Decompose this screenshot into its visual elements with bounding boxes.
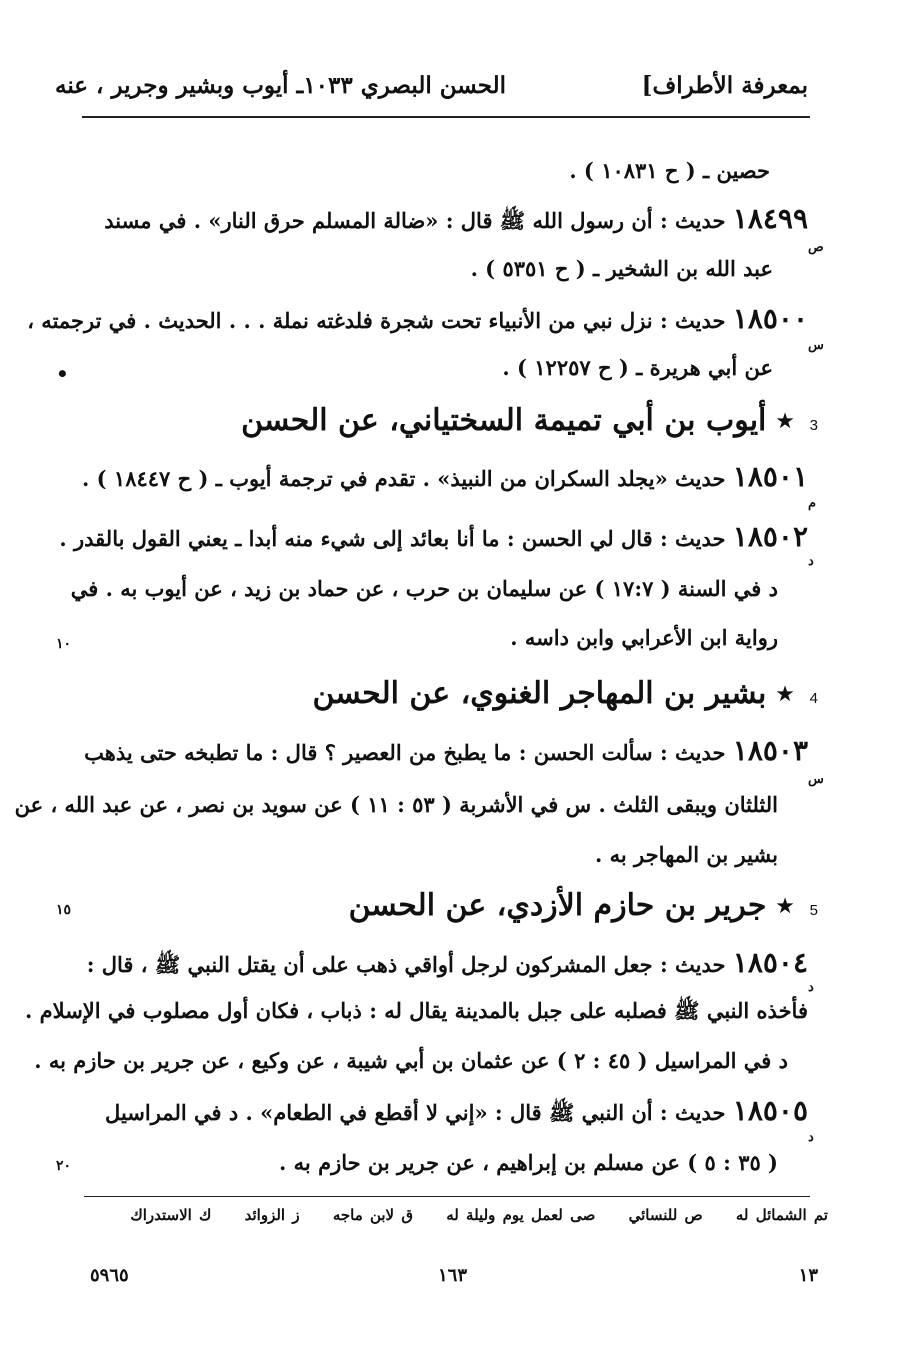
hadith-number: ١٨٥٠٥: [732, 1094, 808, 1127]
hadith-text: حديث : سألت الحسن : ما يطبخ من العصير ؟ قال : ما تطبخه حتى يذهب: [84, 740, 726, 765]
section-title: بشير بن المهاجر الغنوي، عن الحسن: [312, 676, 767, 711]
page-number: ١٦٣: [438, 1265, 468, 1286]
entry-line: عبد الله بن الشخير ـ ( ح ٥٣٥١ ) .: [470, 256, 773, 281]
entry-line: الثلثان ويبقى الثلث . س في الأشربة ( ٥٣ : ١١ ) عن سويد بن نصر ، عن عبد الله ، عن: [14, 792, 778, 817]
section-index: 3: [809, 417, 818, 434]
margin-siglum: د: [808, 1130, 814, 1145]
hadith-text: حديث : قال لي الحسن : ما أنا بعائد إلى شيء منه أبدا ـ يعني القول بالقدر .: [59, 526, 726, 551]
section-index: 4: [809, 690, 818, 707]
margin-line-number: ١٥: [56, 902, 72, 918]
entry-line: عن أبي هريرة ـ ( ح ١٢٢٥٧ ) .: [502, 355, 773, 380]
section-heading: [313, 676, 818, 711]
hadith-entry: [82, 460, 808, 493]
hadith-entry: [104, 202, 808, 239]
margin-siglum: ص: [808, 240, 824, 255]
star-icon: ٭: [776, 676, 794, 711]
section-title: جرير بن حازم الأزدي، عن الحسن: [348, 888, 767, 923]
hadith-text: حديث : جعل المشركون لرجل أواقي ذهب على أن يقتل النبي ﷺ ، قال :: [86, 952, 726, 977]
hadith-text: حديث : أن رسول الله ﷺ قال : «ضالة المسلم حرق النار» . في مسند: [104, 208, 726, 233]
hadith-number: ١٨٥٠٠: [732, 302, 808, 335]
hadith-number: ١٨٥٠٣: [732, 734, 808, 767]
hadith-text: حديث «يجلد السكران من النبيذ» . تقدم في ترجمة أيوب ـ ( ح ١٨٤٤٧ ) .: [82, 466, 726, 491]
entry-line: رواية ابن الأعرابي وابن داسه .: [510, 625, 778, 650]
entry-line: د في السنة ( ١٧:٧ ) عن سليمان بن حرب ، عن حماد بن زيد ، عن أيوب به . في: [70, 576, 778, 601]
entry-line: د في المراسيل ( ٤٥ : ٢ ) عن عثمان بن أبي شيبة ، عن وكيع ، عن جرير بن حازم به .: [34, 1048, 788, 1073]
entry-line: حصين ـ ( ح ١٠٨٣١ ) .: [569, 158, 770, 183]
abbreviation-item: ص للنسائي: [628, 1206, 703, 1224]
margin-dot: •: [56, 362, 69, 386]
header-center-title: الحسن البصري ١٠٣٣ـ أيوب وبشير وجرير ، عنه: [55, 72, 506, 99]
entry-line: بشير بن المهاجر به .: [594, 842, 778, 867]
margin-siglum: س: [808, 338, 824, 353]
hadith-number: ١٨٥٠١: [732, 460, 808, 493]
section-heading: [241, 403, 818, 438]
hadith-number: ١٨٤٩٩: [732, 202, 808, 235]
abbreviation-item: تم الشمائل له: [735, 1206, 828, 1224]
abbreviation-item: صى لعمل يوم وليلة له: [446, 1206, 596, 1224]
hadith-entry: [59, 520, 808, 553]
hadith-entry: [87, 946, 808, 983]
header-right-title: بمعرفة الأطراف]: [641, 72, 808, 99]
abbreviation-legend: [104, 1206, 828, 1224]
hadith-entry: [105, 1094, 808, 1131]
section-heading: [349, 888, 818, 923]
margin-siglum: س: [808, 772, 824, 787]
margin-siglum: د: [808, 980, 814, 995]
margin-siglum: د: [808, 554, 814, 569]
star-icon: ٭: [776, 888, 794, 923]
volume-number: ١٣: [798, 1265, 818, 1286]
margin-line-number: ١٠: [56, 636, 72, 652]
hadith-number: ١٨٥٠٢: [732, 520, 808, 553]
abbreviation-item: ك الاستدراك: [130, 1206, 212, 1224]
entry-line: فأخذه النبي ﷺ فصلبه على جبل بالمدينة يقال له : ذباب ، فكان أول مصلوب في الإسلام .: [25, 998, 808, 1023]
section-index: 5: [809, 902, 818, 919]
hadith-number: ١٨٥٠٤: [732, 946, 808, 979]
section-title: أيوب بن أبي تميمة السختياني، عن الحسن: [241, 403, 767, 438]
hadith-entry: [27, 302, 808, 335]
footer-rule: [84, 1196, 810, 1197]
sequence-number: ٥٩٦٥: [90, 1265, 129, 1286]
star-icon: ٭: [776, 403, 794, 438]
abbreviation-item: ز الزوائد: [244, 1206, 300, 1224]
header-rule: [82, 116, 810, 118]
margin-line-number: ٢٠: [56, 1158, 72, 1174]
hadith-text: حديث : أن النبي ﷺ قال : «إني لا أقطع في الطعام» . د في المراسيل: [105, 1100, 726, 1125]
entry-line: ( ٣٥ : ٥ ) عن مسلم بن إبراهيم ، عن جرير بن حازم به .: [279, 1150, 778, 1175]
hadith-text: حديث : نزل نبي من الأنبياء تحت شجرة فلدغته نملة . . . الحديث . في ترجمته ،: [27, 308, 726, 333]
margin-siglum: م: [808, 496, 817, 511]
hadith-entry: [84, 734, 808, 767]
abbreviation-item: ق لابن ماجه: [332, 1206, 413, 1224]
